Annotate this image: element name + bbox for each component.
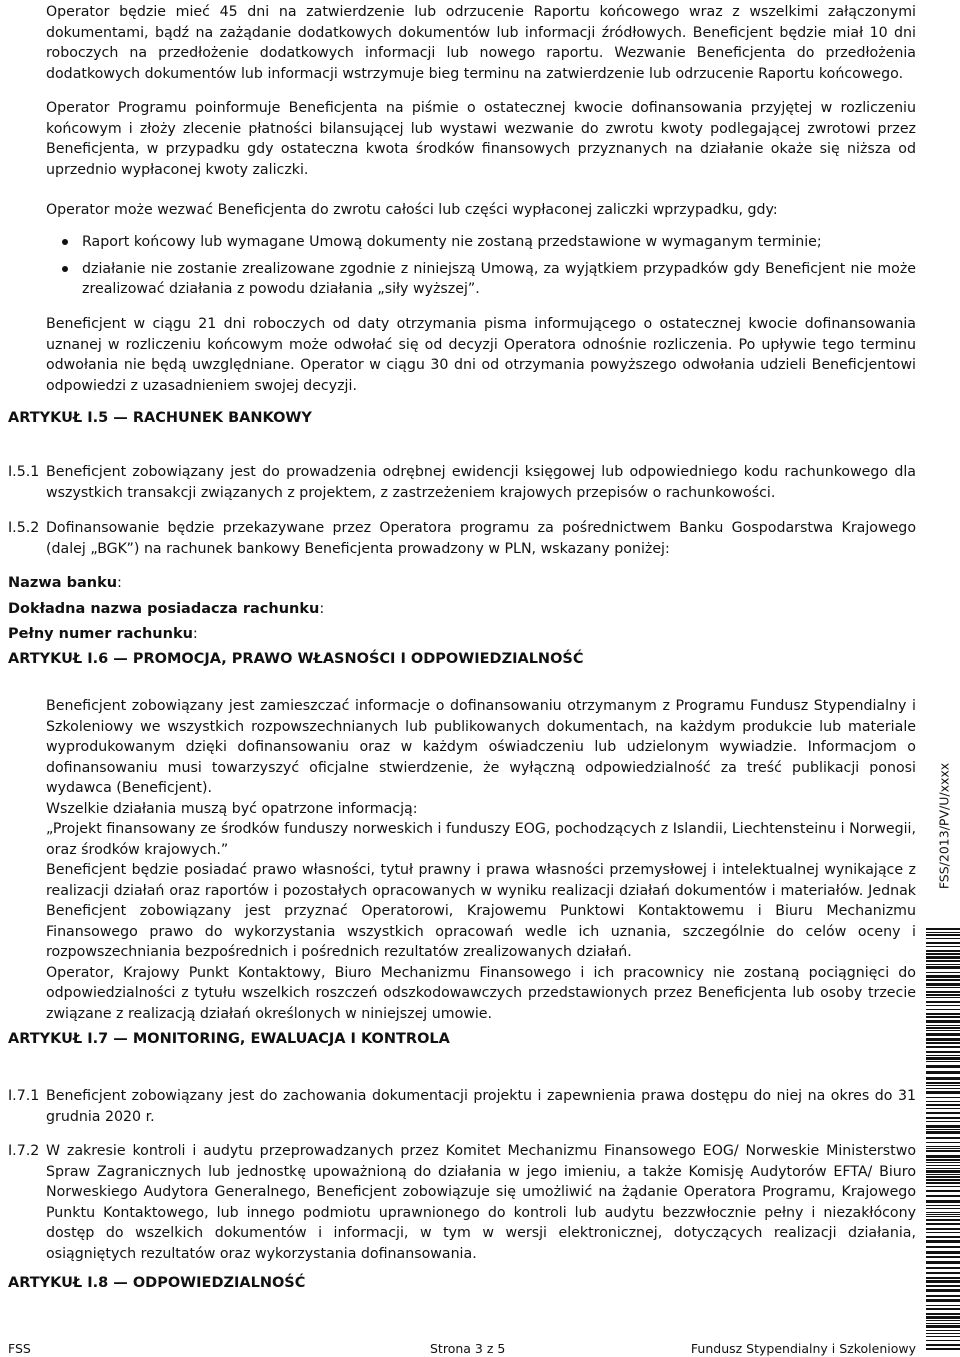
barcode-bar	[926, 1348, 960, 1350]
barcode-bar	[926, 1020, 960, 1023]
paragraph-final-report-approval: Operator będzie mieć 45 dni na zatwierdzenie lub odrzucenie Raportu końcowego wraz z wszelkimi załączonymi dokumentami, bądź na zażądanie dodatkowych dokumentów lub informacji źródłowych. Beneficjent będzie miał 10 dni roboczych na przedłożenie dodatkowych informacji lub nowego raportu. Wezwanie Beneficjenta do przedłożenia dodatkowych dokumentów lub informacji wstrzymuje bieg terminu na zatwierdzenie lub odrzucenie Raportu końcowego.	[46, 4, 916, 82]
paragraph-ownership: Beneficjent będzie posiadać prawo własności, tytuł prawny i prawa własności przemysłowej i intelektualnej wynikające z realizacji działań oraz raportów i pozostałych opracowanych w wyniku realizacji działań dokumentów i materiałów. Jednak Beneficjent zobowiązany jest przyznać Operatorowi, Krajowemu Punktowi Kontaktowemu i Biuru Mechanizmu Finansowego prawo do wykorzystania wszystkich opracowań wedle ich uznania, szczególnie do celów oceny i rozpowszechniania bezpośrednich i pośrednich rezultatów zrealizowanych działań.	[46, 862, 916, 960]
clause-text: Beneficjent zobowiązany jest do prowadzenia odrębnej ewidencji księgowej lub odpowiedniego kodu rachunkowego dla wszystkich transakcji związanych z projektem, z zastrzeżeniem krajowych przepisów o rachunkowości.	[46, 464, 916, 501]
barcode-bar	[926, 1236, 960, 1238]
barcode-bar	[926, 1246, 960, 1248]
barcode-bar	[926, 1085, 960, 1086]
clause-text: Beneficjent zobowiązany jest do zachowania dokumentacji projektu i zapewnienia prawa dostępu do niej na okres do 31 grudnia 2020 r.	[46, 1088, 916, 1125]
barcode-bar	[926, 932, 960, 933]
barcode-bar	[926, 1195, 960, 1197]
barcode-bar	[926, 1168, 960, 1169]
barcode-bar	[926, 1025, 960, 1026]
barcode-bar	[926, 997, 960, 998]
barcode-bar	[926, 1097, 960, 1098]
barcode-bar	[926, 1091, 960, 1094]
barcode-bar	[926, 1146, 960, 1147]
barcode-bar	[926, 1117, 960, 1119]
barcode-bar	[926, 1013, 960, 1015]
paragraph-appeal: Beneficjent w ciągu 21 dni roboczych od daty otrzymania pisma informującego o ostatecznej kwocie dofinansowania uznanej w rozliczeniu końcowym może odwołać się od decyzji Operatora odnośnie rozliczenia. Po upływie tego terminu odwołania nie będą uwzględniane. Operator w ciągu 30 dni od otrzymania powyższego odwołania udzieli Beneficjentowi odpowiedzi z uzasadnieniem swojej decyzji.	[46, 316, 916, 394]
barcode-bar	[926, 956, 960, 959]
article-7-heading: ARTYKUŁ I.7 — MONITORING, EWALUACJA I KONTROLA	[8, 1031, 450, 1047]
paragraph-advance-return-conditions: Operator może wezwać Beneficjenta do zwrotu całości lub części wypłaconej zaliczki wprzypadku, gdy:	[46, 202, 778, 218]
footer-page-number: Strona 3 z 5	[430, 1341, 506, 1356]
barcode-bar	[926, 1159, 960, 1161]
field-account-number: Pełny numer rachunku:	[8, 626, 198, 642]
barcode-bar	[926, 1344, 960, 1346]
barcode-bar	[926, 1046, 960, 1048]
barcode-bar	[926, 1214, 960, 1215]
barcode-bar	[926, 966, 960, 969]
barcode-bar	[926, 987, 960, 988]
barcode-bar	[926, 1174, 960, 1175]
article-6-heading: ARTYKUŁ I.6 — PROMOCJA, PRAWO WŁASNOŚCI I ODPOWIEDZIALNOŚĆ	[8, 651, 584, 667]
paragraph-quote: „Projekt finansowany ze środków funduszy norweskich i funduszy EOG, pochodzących z Islandii, Liechtensteinu i Norwegii, oraz środków krajowych.”	[46, 821, 916, 858]
barcode-bar	[926, 1101, 960, 1102]
barcode-bar	[926, 1325, 960, 1328]
field-account-owner: Dokładna nazwa posiadacza rachunku:	[8, 601, 325, 617]
document-reference-code: FSS/2013/PV/U/xxxx	[936, 762, 952, 890]
barcode-bar	[926, 1219, 960, 1221]
paragraph-promotion: Beneficjent zobowiązany jest zamieszczać informacje o dofinansowaniu otrzymanym z Programu Fundusz Stypendialny i Szkoleniowy we wszystkich rozpowszechnianych lub publikowanych dokumentach, na każdym produkcie lub materiale wyprodukowanym dzięki dofinansowaniu oraz w każdym oświadczeniu lub udzielonym wywiadzie. Informacjom o dofinansowaniu musi towarzyszyć oficjalne stwierdzenie, że wyłączną odpowiedzialność za treść publikacji ponosi wydawca (Beneficjent).	[46, 698, 916, 796]
barcode-bar	[926, 1137, 960, 1139]
barcode-bar	[926, 1001, 960, 1003]
barcode-bar	[926, 1030, 960, 1031]
barcode-bar	[926, 975, 960, 978]
barcode-bar	[926, 1216, 960, 1217]
barcode-bar	[926, 950, 960, 952]
barcode-bar	[926, 1320, 960, 1321]
barcode-bar	[926, 1016, 960, 1018]
barcode-bar	[926, 1299, 960, 1302]
clause-i-5-2	[8, 518, 916, 559]
article-6-body	[46, 696, 916, 1024]
barcode-bar	[926, 1150, 960, 1152]
barcode-bar	[926, 1333, 960, 1334]
barcode-bar	[926, 1256, 960, 1258]
barcode-bar	[926, 1065, 960, 1068]
barcode-bar	[926, 1305, 960, 1306]
barcode-bar	[926, 1108, 960, 1109]
barcode-bar	[926, 934, 960, 936]
barcode-bar	[926, 1205, 960, 1206]
barcode-bar	[926, 1323, 960, 1324]
barcode-bar	[926, 1061, 960, 1062]
barcode-bar	[926, 1261, 960, 1264]
barcode-bar	[926, 1186, 960, 1187]
barcode-bar	[926, 1336, 960, 1337]
barcode-bar	[926, 942, 960, 944]
barcode-bar	[926, 1051, 960, 1053]
barcode-bar	[926, 1038, 960, 1041]
barcode-bar	[926, 979, 960, 981]
barcode-bar	[926, 1005, 960, 1006]
barcode-bar	[926, 1190, 960, 1192]
clause-number: I.5.2	[8, 520, 40, 536]
barcode-bar	[926, 972, 960, 973]
paragraph-information-note: Wszelkie działania muszą być opatrzone informacją:	[46, 800, 418, 817]
barcode-bar	[926, 1131, 960, 1134]
advance-return-list	[62, 232, 916, 306]
barcode-bar	[926, 1179, 960, 1181]
clause-text: Dofinansowanie będzie przekazywane przez Operatora programu za pośrednictwem Banku Gospodarstwa Krajowego (dalej „BGK”) na rachunek bankowy Beneficjenta prowadzony w PLN, wskazany poniżej:	[46, 520, 916, 557]
barcode-bar	[926, 1142, 960, 1143]
clause-number: I.7.2	[8, 1143, 40, 1159]
barcode-bar	[926, 1340, 960, 1341]
barcode-bar	[926, 1251, 960, 1254]
barcode-bar	[926, 1308, 960, 1310]
barcode-bar	[926, 1055, 960, 1056]
article-5-heading: ARTYKUŁ I.5 — RACHUNEK BANKOWY	[8, 410, 312, 426]
barcode-bar	[926, 928, 960, 930]
barcode-bar	[926, 964, 960, 965]
barcode-bar	[926, 1165, 960, 1166]
footer-right: Fundusz Stypendialny i Szkoleniowy	[690, 1341, 916, 1356]
barcode-bar	[926, 1223, 960, 1225]
barcode-icon	[926, 928, 960, 1350]
barcode-bar	[926, 1316, 960, 1319]
barcode-bar	[926, 1125, 960, 1128]
article-8-heading: ARTYKUŁ I.8 — ODPOWIEDZIALNOŚĆ	[8, 1275, 306, 1291]
barcode-bar	[926, 1272, 960, 1274]
clause-text: W zakresie kontroli i audytu przeprowadzanych przez Komitet Mechanizmu Finansowego EOG/ Norweskie Ministerstwo Spraw Zagranicznych lub jednostkę upoważnioną do działania w jego imieniu, a także Komisję Audytorów EFTA/ Biuro Norweskiego Audytora Generalnego, Beneficjent zobowiązuje się umożliwić na żądanie Operatora Programu, Krajowego Punktu Kontaktowego, lub innego podmiotu uprawnionego do kontroli lub audytu bezzwłocznie pełny i niezakłócony dostęp do wszelkich dokumentów i informacji, w tym w wersji elektronicznej, dotyczących realizacji działania, osiągniętych rezultatów oraz wykorzystania dofinansowania.	[46, 1143, 916, 1262]
barcode-bar	[926, 1057, 960, 1060]
barcode-bar	[926, 1009, 960, 1010]
clause-number: I.7.1	[8, 1088, 40, 1104]
barcode-bar	[926, 1104, 960, 1106]
barcode-bar	[926, 1162, 960, 1163]
clause-i-7-1	[8, 1086, 916, 1127]
barcode-bar	[926, 1176, 960, 1178]
barcode-bar	[926, 1330, 960, 1331]
barcode-bar	[926, 1232, 960, 1233]
barcode-bar	[926, 1240, 960, 1243]
barcode-bar	[926, 953, 960, 955]
barcode-bar	[926, 1088, 960, 1089]
clause-i-7-2	[8, 1141, 916, 1264]
barcode-bar	[926, 1148, 960, 1149]
barcode-bar	[926, 1077, 960, 1080]
clause-number: I.5.1	[8, 464, 40, 480]
paragraph-liability: Operator, Krajowy Punkt Kontaktowy, Biuro Mechanizmu Finansowego i ich pracownicy nie zostaną pociągnięci do odpowiedzialności z tytułu wszelkich roszczeń odszkodowawczych przedstawionych przez Beneficjenta lub osoby trzecie związane z realizacją działań określonych w niniejszej umowie.	[46, 964, 916, 1022]
barcode-bar	[926, 1200, 960, 1203]
barcode-bar	[926, 1155, 960, 1158]
barcode-bar	[926, 960, 960, 962]
barcode-bar	[926, 1033, 960, 1036]
barcode-bar	[926, 946, 960, 947]
barcode-bar	[926, 1208, 960, 1209]
paragraph-final-amount-notification: Operator Programu poinformuje Beneficjenta na piśmie o ostatecznej kwocie dofinansowania przyjętej w rozliczeniu końcowym i złoży zlecenie płatności bilansującej lub wystawi wezwanie do zwrotu kwoty podlegającej zwrotowi przez Beneficjenta, w przypadku gdy ostateczna kwota środków finansowych przyznanych na działanie okaże się niższa od uprzednio wypłaconej kwoty zaliczki.	[46, 100, 916, 178]
barcode-bar	[926, 1071, 960, 1074]
list-item: działanie nie zostanie zrealizowane zgodnie z niniejszą Umową, za wyjątkiem przypadków gdy Beneficjent nie może zrealizować działania z powodu działania „siły wyższej”.	[62, 259, 916, 300]
barcode-bar	[926, 1082, 960, 1084]
clause-i-5-1	[8, 462, 916, 503]
barcode-bar	[926, 1170, 960, 1173]
bullet-icon	[62, 266, 68, 272]
barcode-bar	[926, 1295, 960, 1297]
barcode-bar	[926, 994, 960, 996]
barcode-bar	[926, 1289, 960, 1292]
barcode-bar	[926, 1042, 960, 1044]
barcode-bar	[926, 1112, 960, 1114]
barcode-bar	[926, 1228, 960, 1230]
barcode-bar	[926, 1267, 960, 1269]
list-item: Raport końcowy lub wymagane Umową dokumenty nie zostaną przedstawione w wymaganym terminie;	[62, 232, 916, 253]
barcode-bar	[926, 1212, 960, 1213]
barcode-bar	[926, 983, 960, 986]
barcode-bar	[926, 1313, 960, 1315]
barcode-bar	[926, 1129, 960, 1130]
barcode-bar	[926, 1280, 960, 1283]
barcode-bar	[926, 1182, 960, 1184]
footer-left: FSS	[8, 1341, 31, 1356]
barcode-bar	[926, 991, 960, 993]
barcode-bar	[926, 1027, 960, 1029]
barcode-bar	[926, 1277, 960, 1279]
bullet-icon	[62, 239, 68, 245]
field-bank-name: Nazwa banku:	[8, 575, 122, 591]
barcode-bar	[926, 1285, 960, 1287]
barcode-bar	[926, 938, 960, 939]
barcode-bar	[926, 1121, 960, 1122]
